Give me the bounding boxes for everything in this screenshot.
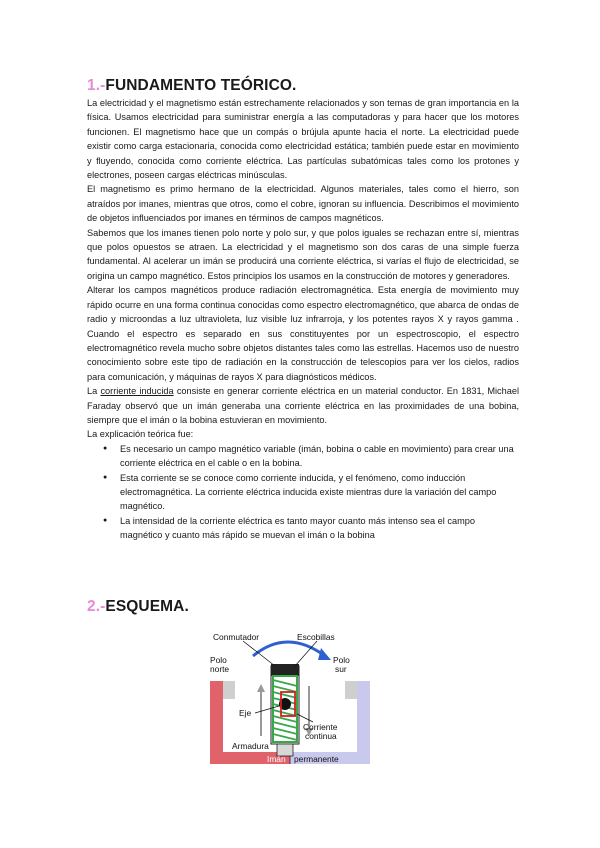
south-pole-face: [345, 681, 357, 699]
underlined-term: corriente inducida: [100, 386, 174, 397]
bullet-item: ● Es necesario un campo magnético variable (imán, bobina o cable en movimiento) para crear una corriente eléctrica en el cable o en la bobina.: [120, 442, 519, 471]
paragraph-explicacion: La explicación teórica fue:: [87, 429, 194, 440]
section-title: FUNDAMENTO TEÓRICO.: [105, 77, 297, 94]
section-heading-esquema: [87, 598, 189, 616]
label-polo-sur-1: Polo: [333, 655, 350, 665]
paragraph-polos: Sabemos que los imanes tienen polo norte y polo sur, y que polos iguales se rechazan entre sí, mientras que polos opuestos se atraen. La electricidad y el magnetismo son dos caras de una simple fuerza fundamental. Al acelerar un imán se producirá una corriente eléctrica, si varías el flujo de electricidad, se origina un campo magnético. Estos principios los usamos en la construcción de motores y generadores.: [87, 227, 519, 281]
bullet-list: [87, 442, 519, 543]
label-corriente-1: Corriente: [303, 722, 338, 732]
label-eje: Eje: [239, 708, 252, 718]
label-corriente-2: continua: [305, 731, 337, 741]
bullet-item: ● La intensidad de la corriente eléctrica es tanto mayor cuanto más intenso sea el campo magnético y cuanto más rápido se muevan el imán o la bobina: [120, 514, 519, 543]
label-permanente: permanente: [294, 754, 339, 764]
text-fragment: consiste en generar corriente eléctrica en un material conductor. En 1831, Michael Faraday observó que un imán generaba una corriente eléctrica en las proximidades de una bobina, siempre que el imán o la bobina estuvieran en movimiento.: [87, 386, 520, 425]
section-title: ESQUEMA.: [105, 598, 189, 615]
section-number: 1.-: [87, 77, 106, 94]
label-armadura: Armadura: [232, 741, 269, 751]
paragraph-electricidad: La electricidad y el magnetismo están estrechamente relacionados y son temas de gran importancia en la física. Usamos electricidad para suministrar energía a las computadoras y para hacer que los motores funcionen. El magnetismo hace que un compás o brújula apunte hacia el norte. La electricidad puede existir como carga estacionaria, conocida como electricidad estática; también puede estar en movimiento y fluyendo, conocida como corriente eléctrica. Las partículas subatómicas tales como los protones y electrones, poseen cargas eléctricas minúsculas.: [87, 98, 519, 181]
label-polo-sur-2: sur: [335, 664, 347, 674]
text-fragment: La: [87, 386, 101, 397]
north-pole-face: [223, 681, 235, 699]
label-polo-norte-1: Polo: [210, 655, 227, 665]
force-arrow-up-head: [257, 684, 265, 692]
paragraph-magnetismo: El magnetismo es primo hermano de la electricidad. Algunos materiales, tales como el hierro, son atraídos por imanes, mientras que otros, como el cobre, ignoran su influencia. Describimos el movimiento de objetos influenciados por imanes en términos de campos magnéticos.: [87, 184, 519, 224]
label-conmutador: Conmutador: [213, 632, 260, 642]
body-text: [87, 96, 519, 543]
motor-diagram: [205, 626, 375, 764]
rotation-arrow-head: [318, 648, 331, 660]
section-heading-fundamento: [87, 77, 296, 95]
label-iman: Imán: [267, 754, 286, 764]
paragraph-corriente-inducida: [87, 384, 519, 427]
section-number: 2.-: [87, 598, 106, 615]
motor-diagram-svg: [205, 626, 375, 764]
bullet-item: ● Esta corriente se se conoce como corriente inducida, y el fenómeno, como inducción electromagnética. La corriente eléctrica inducida existe mientras dure la variación del campo magnético.: [120, 471, 519, 514]
paragraph-radiacion: Alterar los campos magnéticos produce radiación electromagnética. Esta energía de movimiento muy rápido ocurre en una forma continua conocidas como espectro electromagnético, que abarca de ondas de radio y microondas a luz ultravioleta, luz visible luz infrarroja, y los potentes rayos X y rayos gamma . Cuando el espectro es separado en sus constituyentes por un espectroscopio, el espectro electromagnético revela mucho sobre objetos distantes tales como las estrellas. Hacemos uso de nuestro conocimiento sobre este tipo de radiación en la construcción de telescopios para ver los cielos, radios para comunicación, y máquinas de rayos X para diagnósticos médicos.: [87, 285, 519, 382]
label-polo-norte-2: norte: [210, 664, 230, 674]
label-escobillas: Escobillas: [297, 632, 335, 642]
